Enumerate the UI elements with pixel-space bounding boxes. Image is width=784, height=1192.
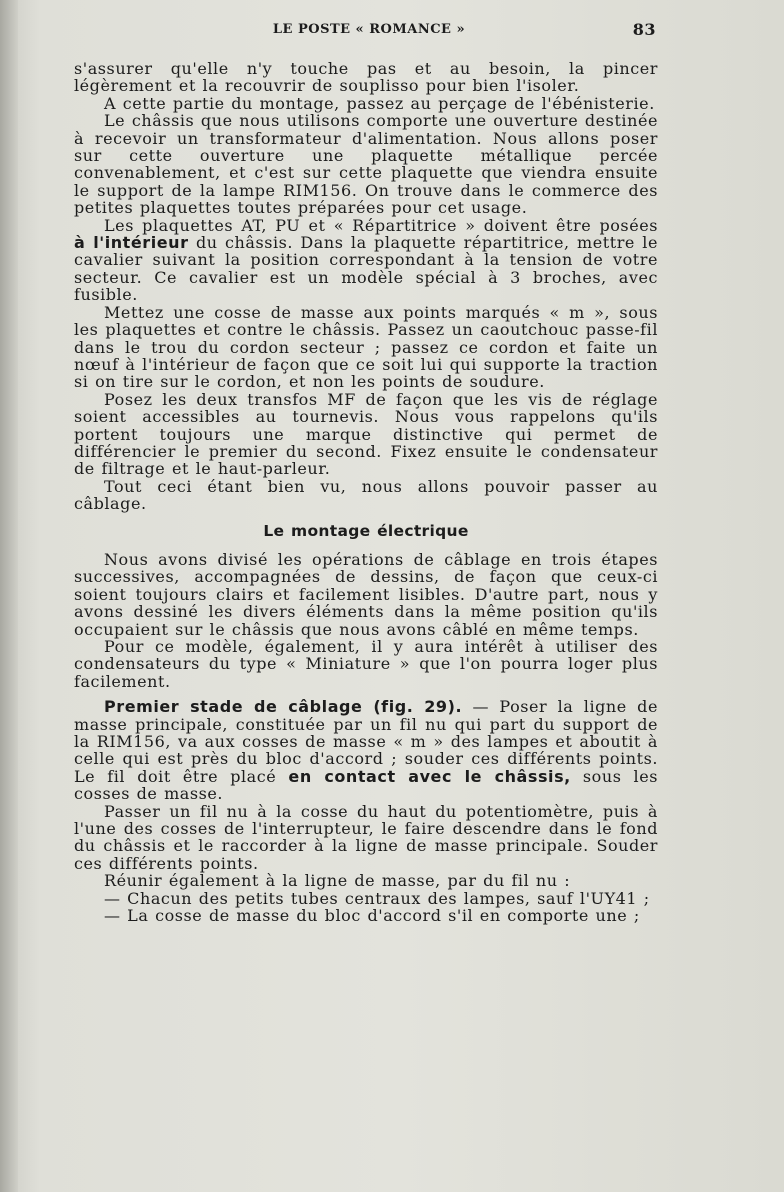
paragraph: Le châssis que nous utilisons comporte une ouverture destinée à recevoir un transformateur d'alimentation. Nous allons poser sur cette ouverture une plaquette métallique percée convenablement, et c'est sur cette plaquette que viendra ensuite le support de la lampe RIM156. On trouve dans le commerce des petites plaquettes toutes préparées pour cet usage. <box>74 111 658 218</box>
list-item: — La cosse de masse du bloc d'accord s'il en comporte une ; <box>104 906 640 926</box>
paragraph-text: du châssis. Dans la plaquette répartitrice, mettre le cavalier suivant la position correspondant à la tension de votre secteur. Ce cavalier est un modèle spécial à 3 broches, avec fusible. <box>74 233 658 305</box>
paragraph: A cette partie du montage, passez au perçage de l'ébénisterie. <box>104 93 655 113</box>
page-header <box>74 22 664 44</box>
list-item: — Chacun des petits tubes centraux des lampes, sauf l'UY41 ; <box>104 888 650 908</box>
paragraph: Passer un fil nu à la cosse du haut du potentiomètre, puis à l'une des cosses de l'interrupteur, le faire descendre dans le fond du châssis et le raccorder à la ligne de masse principale. Souder ces différents points. <box>74 801 658 873</box>
paragraph-text: sous les cosses de masse. <box>74 766 659 804</box>
running-title: LE POSTE « ROMANCE » <box>272 22 466 37</box>
paragraph: s'assurer qu'elle n'y touche pas et au besoin, la pincer légèrement et la recouvrir de souplisso pour bien l'isoler. <box>74 59 658 96</box>
page-binding-shadow <box>0 0 18 1192</box>
body-text <box>74 60 658 925</box>
paragraph: Réunir également à la ligne de masse, par du fil nu : <box>104 871 571 891</box>
paragraph: Pour ce modèle, également, il y aura intérêt à utiliser des condensateurs du type « Miniature » que l'on pourra loger plus facilement. <box>74 637 658 691</box>
emphasis-text: à l'intérieur <box>74 233 189 253</box>
paragraph <box>74 217 658 304</box>
paragraph <box>74 698 658 802</box>
section-heading: Le montage électrique <box>263 521 469 540</box>
page-number: 83 <box>632 20 656 39</box>
paragraph-text: Les plaquettes AT, PU et « Répartitrice » doivent être posées <box>104 215 658 235</box>
subsection-title: Premier stade de câblage (fig. 29). <box>104 697 463 717</box>
paragraph: Mettez une cosse de masse aux points marqués « m », sous les plaquettes et contre le châssis. Passez un caoutchouc passe-fil dans le trou du cordon secteur ; passez ce cordon et faite un nœuf à l'intérieur de façon que ce soit lui qui supporte la traction si on tire sur le cordon, et non les points de soudure. <box>74 302 658 392</box>
emphasis-text: en contact avec le châssis, <box>288 766 571 786</box>
paragraph: Tout ceci étant bien vu, nous allons pouvoir passer au câblage. <box>74 476 658 514</box>
paragraph-text: — Poser la ligne de masse principale, constituée par un fil nu qui part du support de la RIM156, va aux cosses de masse « m » des lampes et aboutit à celle qui est près du bloc d'accord ; souder ces différents points. Le fil doit être placé <box>74 697 658 786</box>
paragraph: Posez les deux transfos MF de façon que les vis de réglage soient accessibles au tournevis. Nous vous rappelons qu'ils portent toujours une marque distinctive qui permet de différencier le premier du second. Fixez ensuite le condensateur de filtrage et le haut-parleur. <box>74 389 658 479</box>
paragraph: Nous avons divisé les opérations de câblage en trois étapes successives, accompagnées de dessins, de façon que ceux-ci soient toujours clairs et facilement lisibles. D'autre part, nous y avons dessiné les divers éléments dans la même position qu'ils occupaient sur le châssis que nous avons câblé en même temps. <box>74 549 658 639</box>
